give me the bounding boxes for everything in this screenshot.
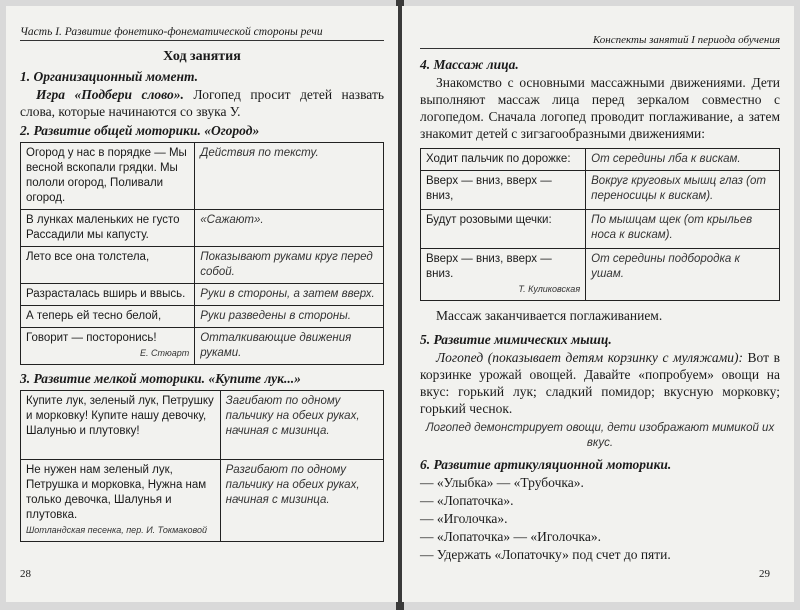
section-4-text: Знакомство с основными массажными движениями. Дети выполняют массаж лица перед зеркалом совместно с логопедом. Сначала логопед проводит поглаживание, а затем знакомит детей с зигзагообразными движениями: <box>420 75 780 141</box>
list-item: — «Улыбка» — «Трубочка». <box>420 475 584 490</box>
action-cell: Загибают по одному пальчику на обеих руках, начиная с мизинца. <box>220 391 383 460</box>
action-cell: От середины подбородка к ушам. <box>586 249 780 301</box>
rhyme-cell <box>21 460 221 542</box>
rhyme-source: Т. Куликовская <box>518 284 581 294</box>
page-number-left: 28 <box>20 568 31 580</box>
rhyme-text: Говорит — посторонись! <box>26 332 157 344</box>
section-2-heading: 2. Развитие общей моторики. «Огород» <box>20 123 260 138</box>
action-cell: Показывают руками круг перед собой. <box>195 247 384 284</box>
action-cell: Вокруг круговых мышц глаз (от переносицы к вискам). <box>586 171 780 210</box>
rhyme-cell <box>421 249 586 301</box>
rhyme-text: Вверх — вниз, вверх — вниз. <box>426 253 552 280</box>
list-item: — Удержать «Лопаточку» под счет до пяти. <box>420 547 671 562</box>
table-row <box>421 149 780 171</box>
section-1-heading: 1. Организационный момент. <box>20 69 199 84</box>
section-4-end: Массаж заканчивается поглаживанием. <box>436 308 663 323</box>
articulation-list <box>420 474 780 564</box>
section-5-note: Логопед демонстрирует овощи, дети изображают мимикой их вкус. <box>425 422 775 449</box>
table-row <box>21 247 384 284</box>
rhyme-cell: В лунках маленьких не густо Рассадили мы капусту. <box>21 210 195 247</box>
table-row <box>21 460 384 542</box>
table-row <box>21 306 384 328</box>
list-item: — «Иголочка». <box>420 511 508 526</box>
table-row <box>421 249 780 301</box>
section-3-heading: 3. Развитие мелкой моторики. «Купите лук...» <box>20 371 301 386</box>
table-row <box>421 171 780 210</box>
action-cell: Разгибают по одному пальчику на обеих руках, начиная с мизинца. <box>220 460 383 542</box>
rhyme-text: Не нужен нам зеленый лук, Петрушка и морковка, Нужна нам только девочка, Шалунья и плутовка. <box>26 464 207 521</box>
action-cell: «Сажают». <box>195 210 384 247</box>
section-5-text <box>420 349 780 417</box>
action-cell: От середины лба к вискам. <box>586 149 780 171</box>
page-number-right: 29 <box>759 568 770 580</box>
table-row <box>421 210 780 249</box>
section-1-text <box>20 86 384 120</box>
section-5-lead: Логопед (показывает детям корзинку с муляжами): <box>436 350 743 365</box>
rhyme-cell: А теперь ей тесно белой, <box>21 306 195 328</box>
section-5-heading: 5. Развитие мимических мышц. <box>420 332 612 347</box>
rhyme-cell: Будут розовыми щечки: <box>421 210 586 249</box>
rhyme-cell: Разрасталась вширь и ввысь. <box>21 284 195 306</box>
section-5-body: Вот в корзинке урожай овощей. Давайте «попробуем» овощи на вкус: горький лук; сладкий помидор; вкусную морковку; горький чеснок. <box>420 350 780 416</box>
rhyme-cell: Огород у нас в порядке — Мы весной вскопали грядки. Мы пололи огород, Поливали огород. <box>21 143 195 210</box>
right-page <box>402 6 794 602</box>
table-row <box>21 210 384 247</box>
rhyme-cell: Лето все она толстела, <box>21 247 195 284</box>
rhyme-cell: Купите лук, зеленый лук, Петрушку и морковку! Купите нашу девочку, Шалунью и плутовку! <box>21 391 221 460</box>
rhyme-cell <box>21 328 195 365</box>
action-cell: Отталкивающие движения руками. <box>195 328 384 365</box>
section-6-heading: 6. Развитие артикуляционной моторики. <box>420 457 672 472</box>
table-row <box>21 391 384 460</box>
section-4-heading: 4. Массаж лица. <box>420 57 519 72</box>
left-page <box>6 6 398 602</box>
list-item: — «Лопаточка» — «Иголочка». <box>420 529 601 544</box>
section-1-body: Логопед просит детей назвать слова, которые начинаются со звука У. <box>20 87 385 119</box>
table-row <box>21 328 384 365</box>
rhyme-cell: Вверх — вниз, вверх — вниз, <box>421 171 586 210</box>
table-fine-motor <box>20 390 384 542</box>
left-running-head: Часть I. Развитие фонетико-фонематической стороны речи <box>20 6 384 41</box>
right-running-head: Конспекты занятий I периода обучения <box>420 6 780 49</box>
lesson-title: Ход занятия <box>163 49 241 64</box>
table-face-massage <box>420 148 780 301</box>
rhyme-cell: Ходит пальчик по дорожке: <box>421 149 586 171</box>
action-cell: По мышцам щек (от крыльев носа к вискам). <box>586 210 780 249</box>
rhyme-source: Шотландская песенка, пер. И. Токмаковой <box>26 525 208 535</box>
action-cell: Руки в стороны, а затем вверх. <box>195 284 384 306</box>
table-row <box>21 143 384 210</box>
action-cell: Руки разведены в стороны. <box>195 306 384 328</box>
game-name: Игра «Подбери слово». <box>36 87 184 102</box>
list-item: — «Лопаточка». <box>420 493 514 508</box>
table-row <box>21 284 384 306</box>
action-cell: Действия по тексту. <box>195 143 384 210</box>
table-general-motor <box>20 142 384 365</box>
rhyme-source: Е. Стюарт <box>139 348 190 358</box>
